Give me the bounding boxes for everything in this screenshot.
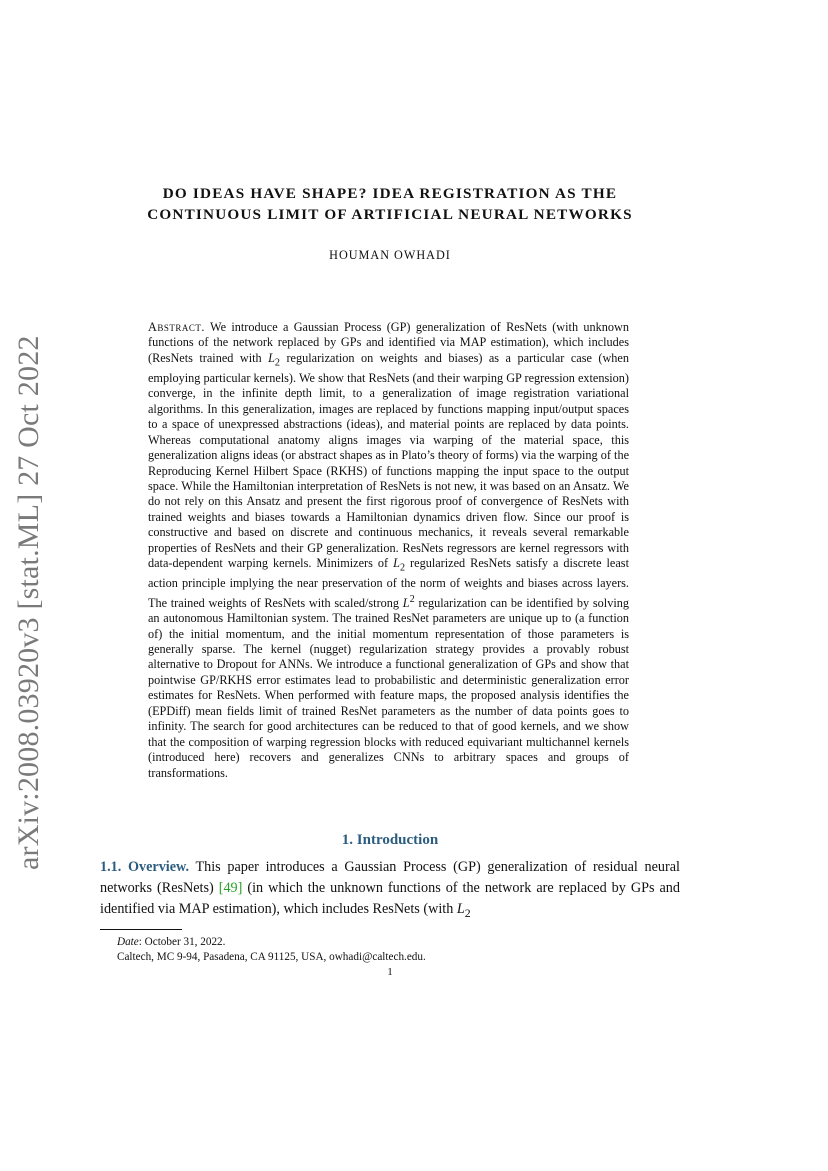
abstract-text-part-1: We introduce a Gaussian Process (GP) generalization of ResNets (with unknown functions of the network replaced by GPs and identified via MAP estimation), which includes (ResNets trained with — [148, 320, 629, 365]
date-value: : October 31, 2022. — [138, 936, 226, 948]
l2-math: L — [456, 901, 465, 917]
citation-link[interactable]: [49] — [218, 880, 243, 896]
abstract — [148, 320, 629, 781]
l2-superscript: 2 — [409, 593, 415, 605]
intro-text-part-2: (in which the unknown functions of the network are replaced by GPs and identified via MAP estimation), which includes ResNets (with — [100, 880, 680, 917]
arxiv-identifier: arXiv:2008.03920v3 [stat.ML] 27 Oct 2022 — [12, 335, 45, 870]
abstract-text-part-3: regularized ResNets satisfy a discrete least action principle implying the near preservation of the norm of weights and biases across layers. The trained weights of ResNets with scaled/strong — [148, 556, 629, 610]
footnote-date — [117, 935, 677, 950]
l2-math: L — [268, 350, 275, 365]
page-number: 1 — [387, 966, 393, 978]
footnote — [117, 935, 677, 965]
date-label: Date — [117, 936, 139, 948]
section-heading-introduction: 1. Introduction — [341, 832, 439, 848]
abstract-text-part-2: regularization on weights and biases) as a particular case (when employing particular kernels). We show that ResNets (and their warping GP regression extension) converge, in the infinite depth limit, to a generalization of image registration variational algorithms. In this generalization, images are replaced by functions mapping input/output spaces to a space of unexpressed abstractions (ideas), and material points are replaced by data points. Whereas computational anatomy aligns images via warping of the material space, this generalization aligns ideas (or abstract shapes as in Plato’s theory of forms) via the warping of the Reproducing Kernel Hilbert Space (RKHS) of functions mapping the input space to the output space. While the Hamiltonian interpretation of ResNets is not new, it was based on an Ansatz. We do not rely on this Ansatz and present the first rigorous proof of convergence of ResNets with trained weights and biases towards a Hamiltonian dynamics driven flow. Since our proof is constructive and based on discrete and continuous mechanics, it reveals several remarkable properties of ResNets and their GP generalization. ResNets regressors are kernel regressors with data-dependent warping kernels. Minimizers of — [148, 350, 629, 571]
introduction-paragraph — [100, 857, 680, 924]
intro-text-part-1: This paper introduces a Gaussian Process (GP) generalization of residual neural networks (ResNets) — [100, 859, 680, 896]
paper-title — [100, 183, 680, 225]
l2-subscript: 2 — [274, 357, 281, 369]
l2-cap-math: L — [402, 595, 410, 610]
footnote-divider — [100, 929, 182, 930]
title-line-1: DO IDEAS HAVE SHAPE? IDEA REGISTRATION AS THE — [162, 185, 618, 202]
l2-subscript: 2 — [399, 562, 406, 574]
l2-subscript: 2 — [464, 905, 471, 920]
footnote-affiliation: Caltech, MC 9-94, Pasadena, CA 91125, USA, owhadi@caltech.edu. — [117, 951, 426, 963]
l2-math: L — [393, 556, 400, 571]
subsection-heading-overview: 1.1. Overview. — [100, 859, 190, 875]
abstract-text-part-4: regularization can be identified by solving an autonomous Hamiltonian system. The trained ResNet parameters are unique up to (a function of) the initial momentum, and the initial momentum representation of those parameters is generally sparse. The kernel (nugget) regularization strategy provides a provably robust alternative to Dropout for ANNs. We introduce a functional generalization of GPs and show that pointwise GP/RKHS error estimates lead to probabilistic and deterministic generalization error estimates for ResNets. When performed with feature maps, the proposed analysis identifies the (EPDiff) mean fields limit of trained ResNet parameters as the number of data points goes to infinity. The search for good architectures can be reduced to that of good kernels, and we show that the composition of warping regression blocks with reduced equivariant multichannel kernels (introduced here) recovers and generalizes CNNs to arbitrary spaces and groups of transformations. — [148, 595, 629, 780]
title-line-2: CONTINUOUS LIMIT OF ARTIFICIAL NEURAL NETWORKS — [147, 206, 633, 223]
abstract-heading: Abstract. — [148, 320, 205, 334]
author-name: HOUMAN OWHADI — [329, 248, 451, 262]
